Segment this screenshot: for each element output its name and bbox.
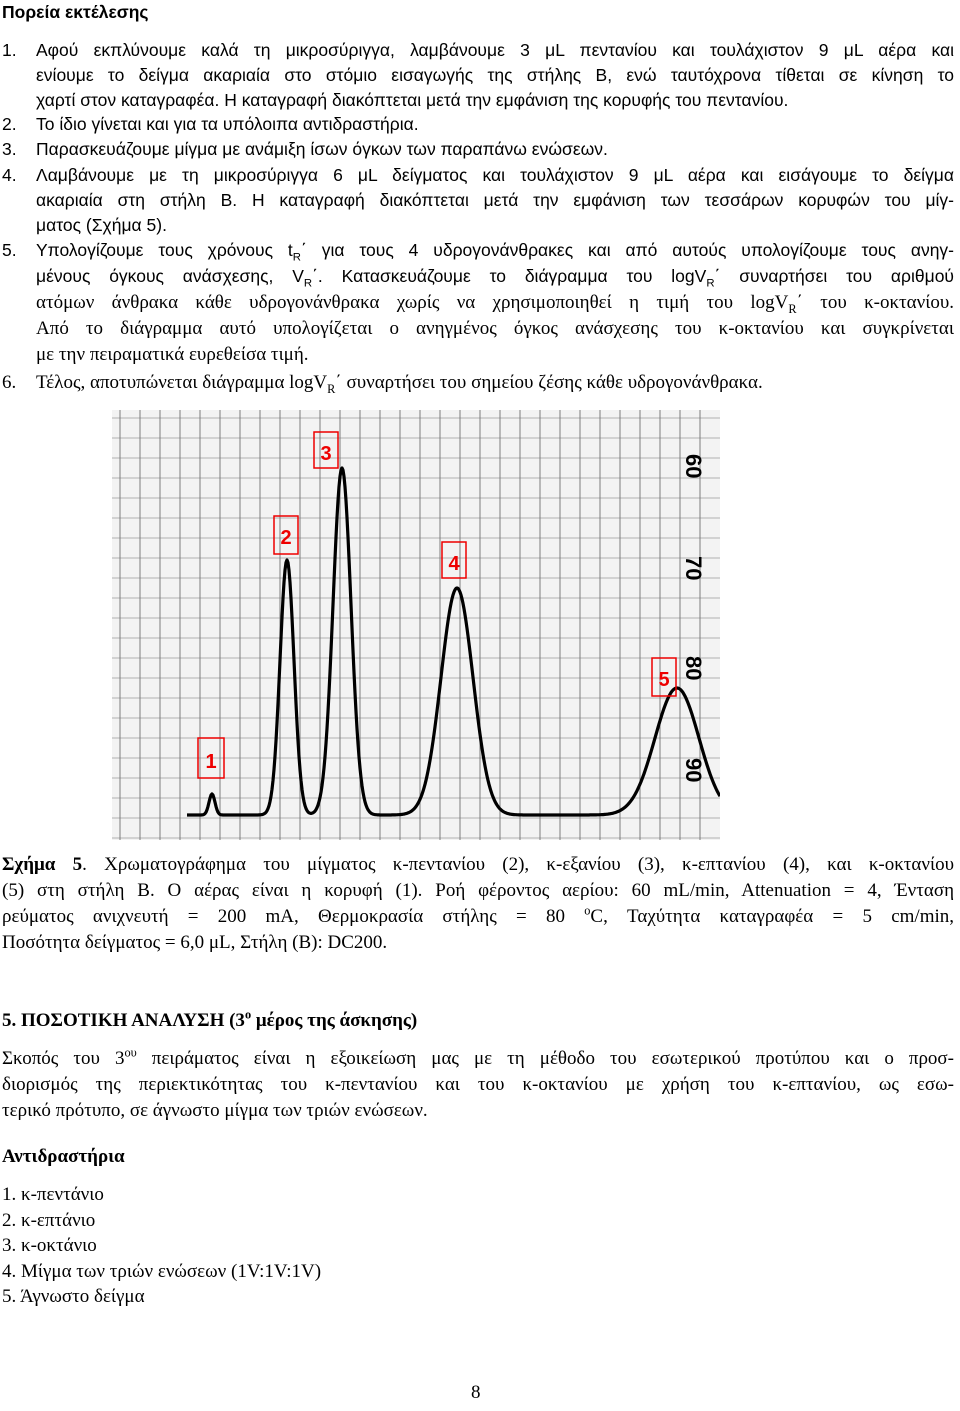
page-number: 8 [471, 1382, 481, 1403]
step-line: Τέλος, αποτυπώνεται διάγραμμα logV$_R$΄ συναρτήσει του σημείου ζέσης κάθε υδρογονάνθρακα. [36, 372, 763, 396]
step-2 [2, 112, 954, 137]
step-6 [2, 370, 954, 396]
step-line: μένους όγκους ανάσχεσης, $V_R΄$. Κατασκευάζουμε το διάγραμμα του logV$_R$΄ συναρτήσει του αριθμού [36, 266, 954, 290]
caption-label: Σχήμα 5 [2, 854, 83, 875]
reagents-heading: Αντιδραστήρια [2, 1146, 125, 1167]
step-number: 2. [2, 114, 17, 134]
step-3 [2, 137, 954, 162]
figure-caption [2, 852, 954, 956]
scale-number: 70 [681, 556, 706, 581]
list-item: 5. Άγνωστο δείγμα [2, 1286, 145, 1307]
peak-label: 5 [658, 669, 670, 691]
step-number: 3. [2, 139, 17, 159]
peak-label: 2 [280, 527, 292, 549]
chart-paper [112, 410, 720, 840]
reagents-list [2, 1182, 321, 1310]
step-line: ακαριαία στη στήλη Β. Η καταγραφή διακόπτεται μετά την εμφάνιση των τεσσάρων κορυφών του μίγ- [36, 190, 954, 210]
list-item: 2. κ-επτάνιο [2, 1209, 96, 1231]
step-line: ατόμων άνθρακα κάθε υδρογονάνθρακα χωρίς να χρησιμοποιηθεί η τιμή του logV$_R$΄ του κ-οκτανίου. [36, 292, 955, 316]
step-number: 6. [2, 372, 17, 393]
step-5 [2, 238, 954, 368]
step-line: Παρασκευάζουμε μίγμα με ανάμιξη ίσων όγκων των παραπάνω ενώσεων. [36, 139, 608, 159]
paragraph-line: διορισμός της περιεκτικότητας του κ-πεντανίου και του κ-οκτανίου με χρήση του κ-επτανίου, ως εσω- [2, 1074, 954, 1095]
caption-line: ρεύματος ανιχνευτή = 200 mA, Θερμοκρασία στήλης = 80 $^o$C, Ταχύτητα καταγραφέα = 5 cm/min, [2, 903, 954, 927]
paragraph-line: τερικό πρότυπο, σε άγνωστο μίγμα των τριών ενώσεων. [2, 1100, 428, 1121]
step-4 [2, 163, 954, 238]
step-1 [2, 38, 954, 113]
step-line: ματος (Σχήμα 5). [36, 215, 167, 235]
caption-line: Ποσότητα δείγματος = 6,0 μL, Στήλη (Β): DC200. [2, 932, 388, 953]
scale-number: 60 [681, 454, 706, 479]
caption-line: (5) στη στήλη Β. Ο αέρας είναι η κορυφή (1). Ροή φέροντος αερίου: 60 mL/min, Attenuation = 4, Ένταση [2, 880, 954, 901]
procedure-heading: Πορεία εκτέλεσης [2, 2, 149, 22]
list-item: 4. Μίγμα των τριών ενώσεων (1V:1V:1V) [2, 1260, 322, 1282]
step-line: Από το διάγραμμα αυτό υπολογίζεται ο ανηγμένος όγκος ανάσχεσης του κ-οκτανίου και συγκρίνεται [36, 318, 954, 339]
step-number: 1. [2, 40, 17, 60]
chromatogram-svg [112, 410, 720, 840]
peak-label: 1 [205, 751, 217, 773]
scale-number: 90 [681, 758, 706, 783]
list-item: 1. κ-πεντάνιο [2, 1184, 104, 1205]
step-number: 5. [2, 240, 17, 260]
step-line: ενίουμε το δείγμα ακαριαία στο στόμιο εισαγωγής της στήλης Β, ενώ ταυτόχρονα τίθεται σε κίνηση το [36, 65, 954, 85]
section-paragraph [2, 1046, 954, 1124]
peak-label: 4 [448, 553, 460, 575]
step-line: Το ίδιο γίνεται και για τα υπόλοιπα αντιδραστήρια. [36, 114, 419, 134]
paragraph-line: Σκοπός του $3^{o\upsilon}$ πειράματος είναι η εξοικείωση μας με τη μέθοδο του εσωτερικού προτύπου και ο προσ- [2, 1045, 954, 1069]
peak-label: 3 [320, 443, 332, 465]
step-line: χαρτί στον καταγραφέα. Η καταγραφή διακόπτεται μετά την εμφάνιση της κορυφής του πεντανίου. [36, 90, 789, 110]
section-title: 5. ΠΟΣΟΤΙΚΗ ΑΝΑΛΥΣΗ ($3^o$ μέρος της άσκησης) [2, 1007, 418, 1031]
step-line: Λαμβάνουμε με τη μικροσύριγγα 6 μL δείγματος και τουλάχιστον 9 μL αέρα και εισάγουμε το δείγμα [36, 165, 954, 185]
step-number: 4. [2, 165, 17, 185]
chromatogram-figure [112, 410, 720, 840]
step-line: με την πειραματικά ευρεθείσα τιμή. [36, 344, 309, 365]
step-line: Αφού εκπλύνουμε καλά τη μικροσύριγγα, λαμβάνουμε 3 μL πεντανίου και τουλάχιστον 9 μL αέρα και [36, 40, 954, 60]
caption-line: Σχήμα 5. Χρωματογράφημα του μίγματος κ-πεντανίου (2), κ-εξανίου (3), κ-επτανίου (4), και κ-οκτανίου [2, 854, 955, 875]
scale-number: 80 [681, 656, 706, 681]
step-line: Υπολογίζουμε τους χρόνους $t_R΄$ για τους 4 υδρογονάνθρακες και από αυτούς υπολογίζουμε τους ανηγ- [36, 240, 954, 264]
list-item: 3. κ-οκτάνιο [2, 1235, 97, 1256]
